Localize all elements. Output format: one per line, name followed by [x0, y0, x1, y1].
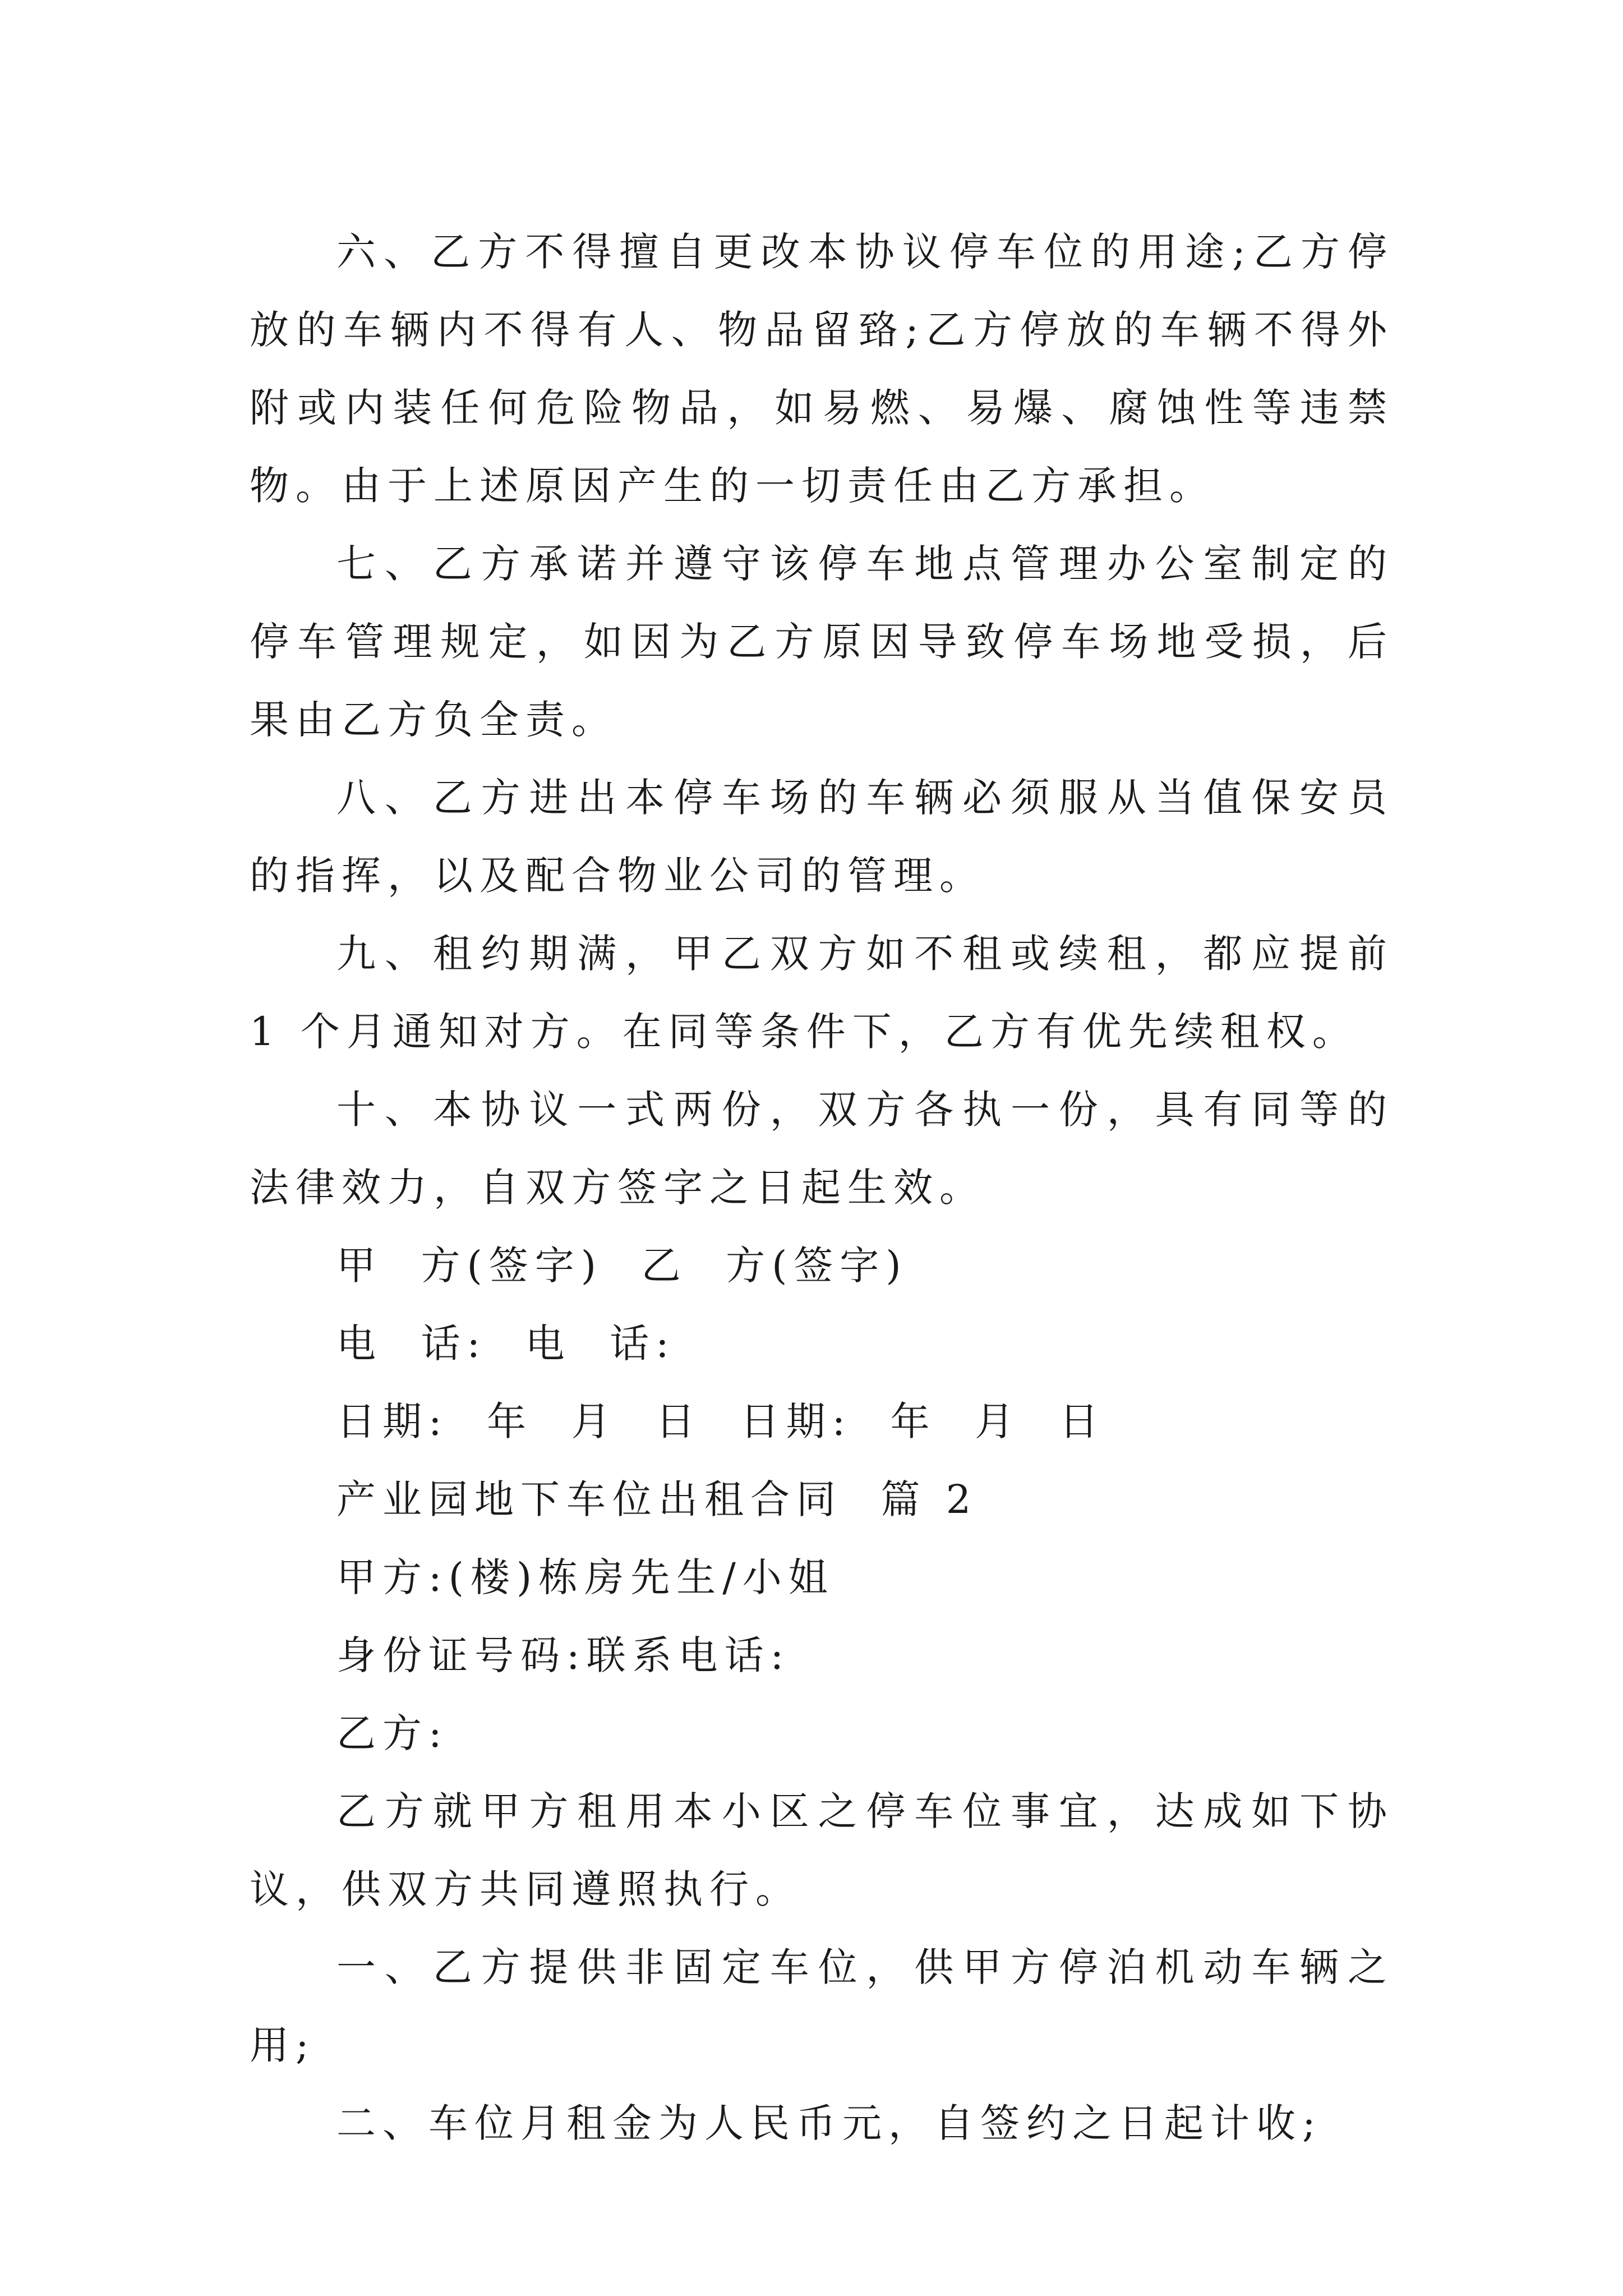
clause-eight-paragraph: 八、乙方进出本停车场的车辆必须服从当值保安员的指挥，以及配合物业公司的管理。 [250, 775, 1394, 899]
signature-party-line: 甲 方(签字) 乙 方(签字) [336, 1243, 908, 1289]
clause-nine-paragraph: 九、租约期满，甲乙双方如不租或续租，都应提前 1 个月通知对方。在同等条件下，乙方有优先续租权。 [250, 931, 1394, 1055]
clause-ten-paragraph: 十、本协议一式两份，双方各执一份，具有同等的法律效力，自双方签字之日起生效。 [250, 1087, 1394, 1211]
clause-seven-paragraph: 七、乙方承诺并遵守该停车地点管理办公室制定的停车管理规定，如因为乙方原因导致停车场地受损，后果由乙方负全责。 [250, 541, 1394, 743]
party-a-line: 甲方:(楼)栋房先生/小姐 [336, 1554, 834, 1600]
clause-two-paragraph: 二、车位月租金为人民币元，自签约之日起计收; [336, 2100, 1322, 2146]
id-phone-line: 身份证号码:联系电话: [336, 1632, 791, 1678]
intro-paragraph: 乙方就甲方租用本小区之停车位事宜，达成如下协议，供双方共同遵照执行。 [250, 1788, 1394, 1912]
clause-six-paragraph: 六、乙方不得擅自更改本协议停车位的用途;乙方停放的车辆内不得有人、物品留臵;乙方停放的车辆不得外附或内装任何危险物品，如易燃、易爆、腐蚀性等违禁物。由于上述原因产生的一切责任由乙方承担。 [250, 229, 1394, 509]
signature-phone-line: 电 话: 电 话: [336, 1320, 676, 1366]
clause-one-paragraph: 一、乙方提供非固定车位，供甲方停泊机动车辆之用; [250, 1944, 1394, 2068]
signature-date-line: 日期: 年 月 日 日期: 年 月 日 [336, 1398, 1105, 1444]
party-b-line: 乙方: [336, 1710, 449, 1756]
section-title: 产业园地下车位出租合同 篇 2 [336, 1476, 978, 1522]
document-body [250, 213, 1394, 2162]
